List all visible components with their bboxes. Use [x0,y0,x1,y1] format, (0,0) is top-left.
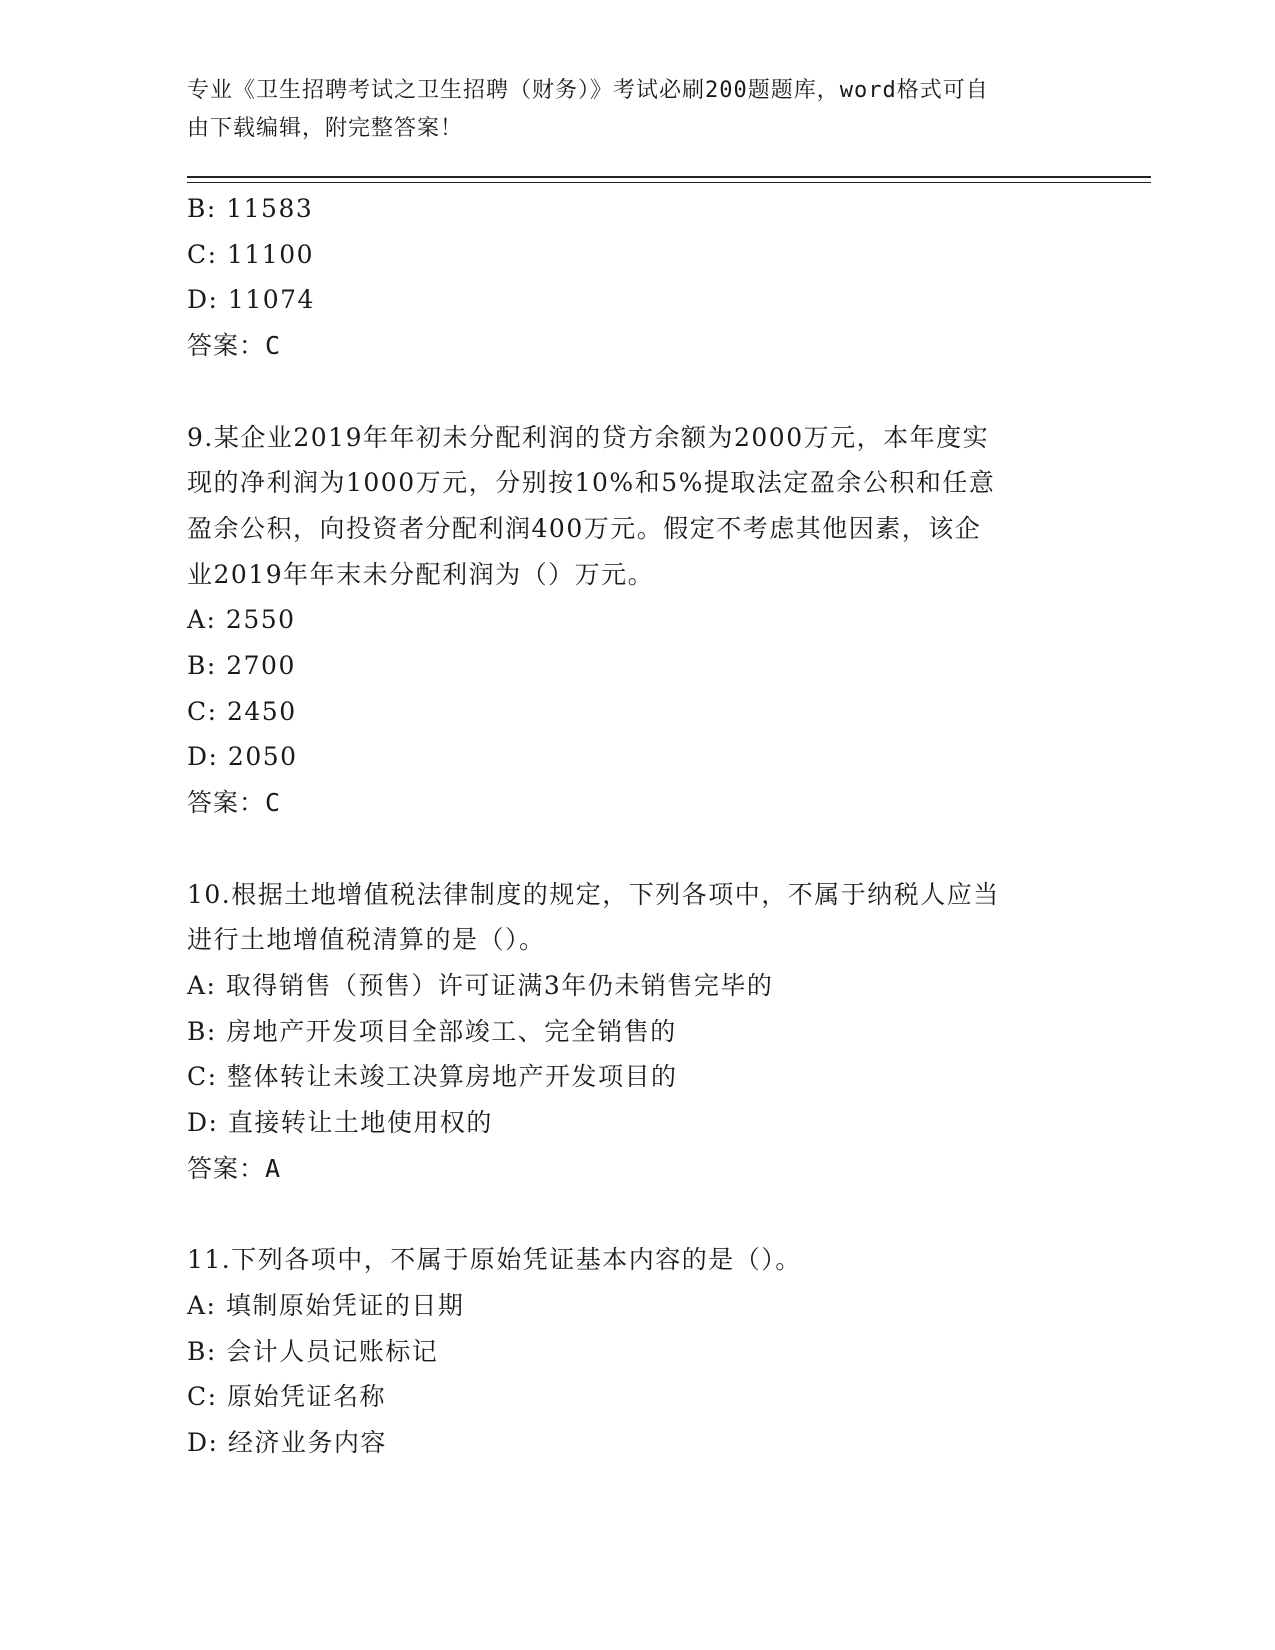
answer-label: 答案：A [187,1153,282,1183]
question-11 [187,1237,1087,1466]
page-header [187,72,1087,148]
question-9 [187,415,1087,826]
question-stem-line: 11.下列各项中，不属于原始凭证基本内容的是（）。 [187,1245,802,1275]
option-d: D: 直接转让土地使用权的 [187,1108,493,1138]
option-a: A: 填制原始凭证的日期 [187,1290,465,1320]
spacer [187,1191,1087,1237]
header-line-1: 专业《卫生招聘考试之卫生招聘（财务）》考试必刷200题题库，word格式可自 [187,78,989,103]
spacer [187,369,1087,415]
answer-label: 答案：C [187,331,282,361]
header-line-2: 由下载编辑，附完整答案！ [187,116,464,141]
document-body [187,186,1087,1466]
option-c: C: 整体转让未竣工决算房地产开发项目的 [187,1062,678,1092]
option-c: C: 11100 [187,239,315,269]
question-stem-line: 业2019年年末未分配利润为（）万元。 [187,559,655,589]
option-d: D: 经济业务内容 [187,1427,387,1457]
answer-label: 答案：C [187,788,282,818]
option-d: D: 2050 [187,742,298,772]
question-10 [187,872,1087,1192]
option-c: C: 原始凭证名称 [187,1382,386,1412]
option-b: B: 会计人员记账标记 [187,1336,439,1366]
header-rule-thick [187,176,1151,178]
option-c: C: 2450 [187,696,297,726]
option-b: B: 2700 [187,651,296,681]
header-rule-thin [187,182,1151,183]
question-stem-line: 盈余公积，向投资者分配利润400万元。假定不考虑其他因素，该企 [187,513,982,543]
question-stem-line: 9.某企业2019年年初未分配利润的贷方余额为2000万元，本年度实 [187,422,990,452]
spacer [187,826,1087,872]
option-a: A: 2550 [187,605,296,635]
option-a: A: 取得销售（预售）许可证满3年仍未销售完毕的 [187,970,774,1000]
option-d: D: 11074 [187,285,315,315]
question-stem-line: 10.根据土地增值税法律制度的规定，下列各项中，不属于纳税人应当 [187,879,1000,909]
question-stem-line: 进行土地增值税清算的是（）。 [187,925,546,955]
option-b: B: 房地产开发项目全部竣工、完全销售的 [187,1016,677,1046]
question-8-continued [187,186,1087,369]
option-b: B: 11583 [187,194,314,223]
question-stem-line: 现的净利润为1000万元，分别按10%和5%提取法定盈余公积和任意 [187,468,996,498]
